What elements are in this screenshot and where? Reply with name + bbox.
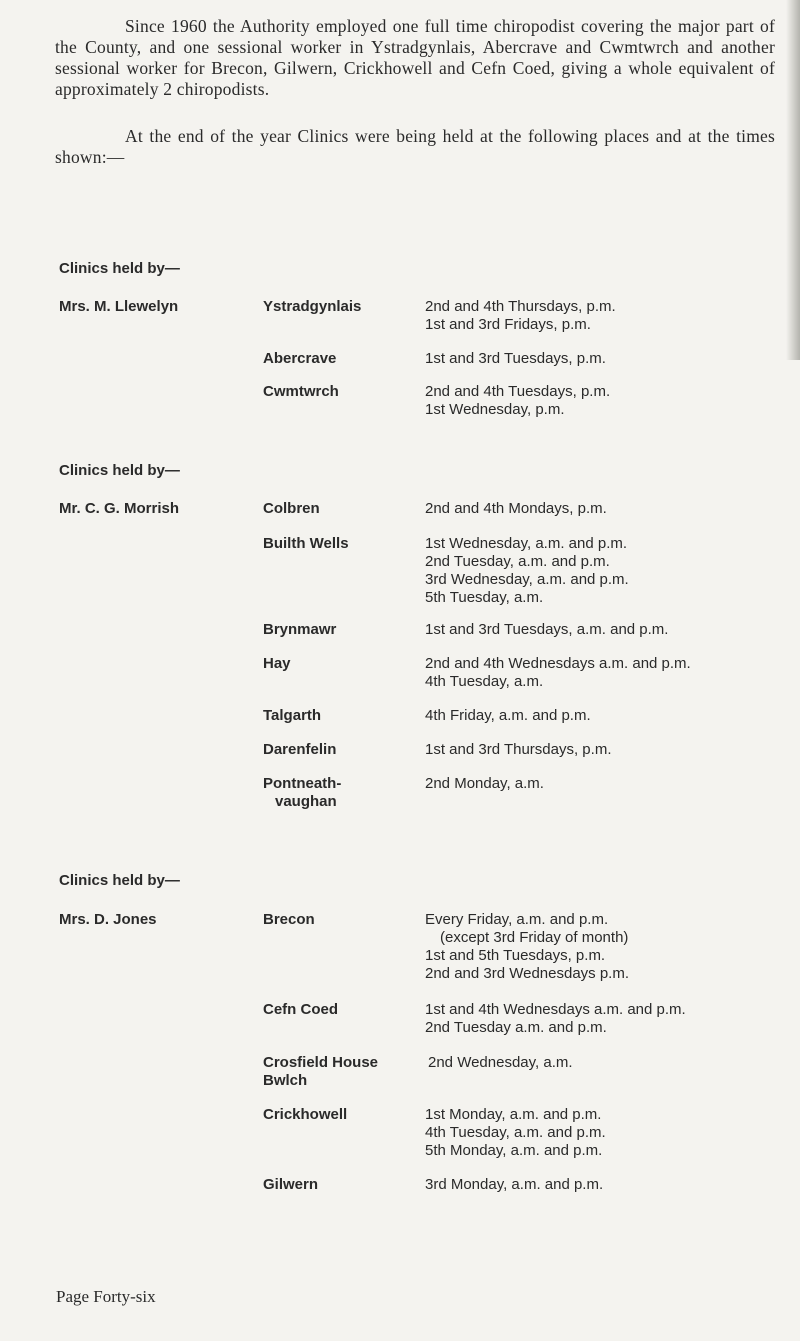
section-title: Clinics held by—	[59, 260, 180, 277]
clinic-time: 4th Tuesday, a.m. and p.m.	[425, 1124, 606, 1141]
clinic-times	[425, 298, 616, 334]
clinic-time: 1st Wednesday, p.m.	[425, 401, 565, 418]
clinic-place: Darenfelin	[263, 741, 337, 758]
clinic-time: 1st and 4th Wednesdays a.m. and p.m.	[425, 1001, 686, 1018]
clinic-place-line-2: Bwlch	[263, 1072, 308, 1089]
clinic-place-line-2: vaughan	[275, 793, 337, 810]
clinic-times	[425, 707, 591, 725]
clinic-times	[425, 500, 607, 518]
clinic-time: 2nd Tuesday a.m. and p.m.	[425, 1019, 607, 1036]
clinic-time: 1st and 3rd Thursdays, p.m.	[425, 741, 612, 758]
clinic-place: Brynmawr	[263, 621, 337, 638]
clinic-place: Cwmtwrch	[263, 383, 339, 400]
clinic-time: 1st and 3rd Tuesdays, a.m. and p.m.	[425, 621, 669, 638]
clinic-time: 1st Wednesday, a.m. and p.m.	[425, 535, 628, 552]
page-number: Page Forty-six	[56, 1287, 156, 1306]
clinic-place-line: Pontneath-	[263, 775, 342, 792]
clinic-time: 1st Monday, a.m. and p.m.	[425, 1106, 602, 1123]
clinic-time: 2nd and 3rd Wednesdays p.m.	[425, 965, 630, 982]
clinic-times	[425, 655, 691, 691]
clinic-time: Every Friday, a.m. and p.m.	[425, 911, 609, 928]
clinic-time: 2nd and 4th Wednesdays a.m. and p.m.	[425, 655, 691, 672]
clinic-time: 2nd and 4th Thursdays, p.m.	[425, 298, 616, 315]
clinic-time: 2nd and 4th Mondays, p.m.	[425, 500, 607, 517]
clinic-place: Crickhowell	[263, 1106, 348, 1123]
intro-paragraph: Since 1960 the Authority employed one full time chiropodist covering the major part of the County, and one sessional worker in Ystradgynlais, Abercrave and Cwmtwrch and another sessional worker for Brecon, Gilwern, Crickhowell and Cefn Coed, giving a whole equivalent of approximately 2 chiropodists.	[55, 16, 775, 99]
clinic-place: Abercrave	[263, 350, 337, 367]
clinic-time: 3rd Monday, a.m. and p.m.	[425, 1176, 604, 1193]
clinic-time: (except 3rd Friday of month)	[440, 929, 629, 946]
section-title: Clinics held by—	[59, 462, 180, 479]
clinic-times	[425, 383, 610, 419]
clinic-time: 4th Tuesday, a.m.	[425, 673, 544, 690]
clinic-place: Builth Wells	[263, 535, 349, 552]
clinic-place-line: Crosfield House	[263, 1054, 379, 1071]
clinic-place	[263, 775, 341, 811]
clinic-times	[425, 1106, 606, 1160]
clinic-place: Talgarth	[263, 707, 322, 724]
chiropodist-name: Mrs. D. Jones	[59, 911, 157, 928]
clinic-times	[425, 1001, 686, 1037]
chiropodist-name: Mr. C. G. Morrish	[59, 500, 180, 517]
clinic-time: 3rd Wednesday, a.m. and p.m.	[425, 571, 629, 588]
clinic-time: 1st and 3rd Fridays, p.m.	[425, 316, 591, 333]
clinic-time: 4th Friday, a.m. and p.m.	[425, 707, 591, 724]
intro-paragraph-2: At the end of the year Clinics were being held at the following places and at the times shown:—	[55, 126, 775, 167]
clinic-times	[425, 535, 629, 607]
clinic-times	[425, 1176, 603, 1194]
clinic-time: 1st and 3rd Tuesdays, p.m.	[425, 350, 606, 367]
clinic-time: 5th Tuesday, a.m.	[425, 589, 544, 606]
section-title: Clinics held by—	[59, 872, 180, 889]
clinic-time: 1st and 5th Tuesdays, p.m.	[425, 947, 606, 964]
clinic-times	[425, 350, 606, 368]
chiropodist-name: Mrs. M. Llewelyn	[59, 298, 179, 315]
page-edge-shadow	[786, 0, 800, 360]
clinic-times	[425, 741, 611, 759]
clinic-place	[263, 1054, 378, 1090]
clinic-time: 5th Monday, a.m. and p.m.	[425, 1142, 603, 1159]
clinic-place: Ystradgynlais	[263, 298, 362, 315]
clinic-time: 2nd Wednesday, a.m.	[428, 1054, 573, 1071]
clinic-times	[425, 621, 668, 639]
clinic-place: Colbren	[263, 500, 320, 517]
clinic-times	[428, 1054, 573, 1072]
clinic-place: Brecon	[263, 911, 315, 928]
clinic-place: Cefn Coed	[263, 1001, 338, 1018]
clinic-time: 2nd and 4th Tuesdays, p.m.	[425, 383, 611, 400]
clinic-place: Hay	[263, 655, 291, 672]
clinic-time: 2nd Monday, a.m.	[425, 775, 544, 792]
clinic-place: Gilwern	[263, 1176, 319, 1193]
clinic-times	[425, 911, 629, 983]
clinic-times	[425, 775, 544, 793]
clinic-time: 2nd Tuesday, a.m. and p.m.	[425, 553, 610, 570]
